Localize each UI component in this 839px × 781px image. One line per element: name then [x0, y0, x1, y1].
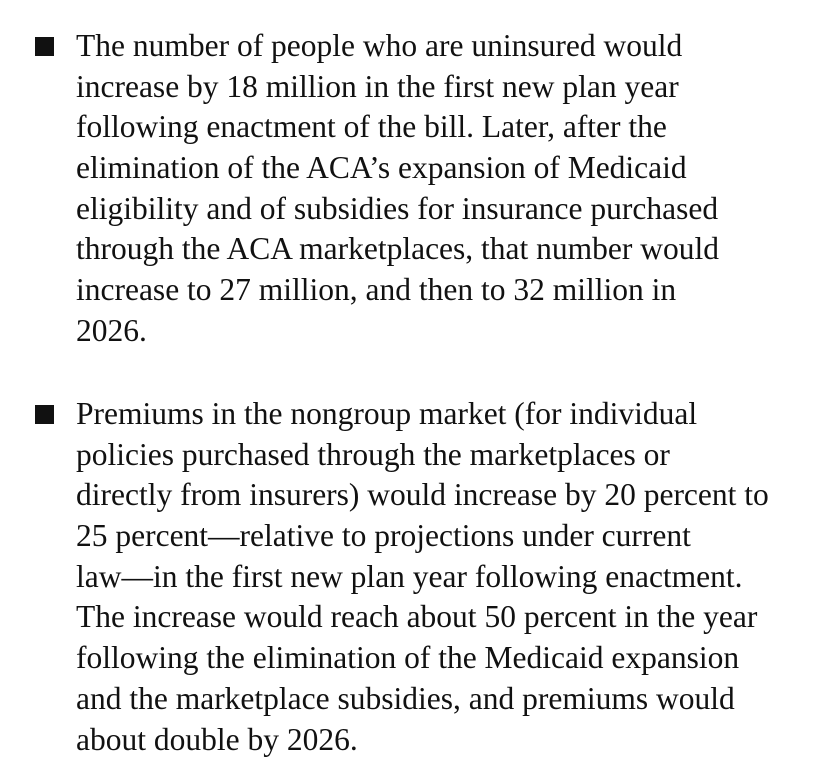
text-line: directly from insurers) would increase by 20 percent to: [76, 477, 769, 513]
text-line: 2026.: [76, 312, 147, 348]
text-line: following the elimination of the Medicaid expansion: [76, 640, 740, 676]
text-line: eligibility and of subsidies for insurance purchased: [76, 190, 719, 226]
bullet-paragraph-premiums: [76, 394, 826, 760]
text-line: law—in the first new plan year following enactment.: [76, 558, 743, 594]
text-line: The increase would reach about 50 percent in the year: [76, 599, 758, 635]
square-bullet-icon: [35, 405, 54, 424]
text-line: increase to 27 million, and then to 32 million in: [76, 272, 677, 308]
text-line: The number of people who are uninsured would: [76, 28, 683, 63]
text-line: through the ACA marketplaces, that number would: [76, 231, 719, 267]
square-bullet-icon: [35, 37, 54, 56]
text-line: policies purchased through the marketplaces or: [76, 436, 670, 472]
text-line: following enactment of the bill. Later, after the: [76, 109, 667, 145]
text-line: and the marketplace subsidies, and premiums would: [76, 680, 735, 716]
text-line: Premiums in the nongroup market (for individual: [76, 396, 698, 431]
bullet-paragraph-uninsured: [76, 26, 826, 352]
text-line: about double by 2026.: [76, 721, 358, 757]
text-line: increase by 18 million in the first new plan year: [76, 68, 679, 104]
text-line: elimination of the ACA’s expansion of Medicaid: [76, 150, 687, 186]
text-line: 25 percent—relative to projections under current: [76, 518, 691, 554]
